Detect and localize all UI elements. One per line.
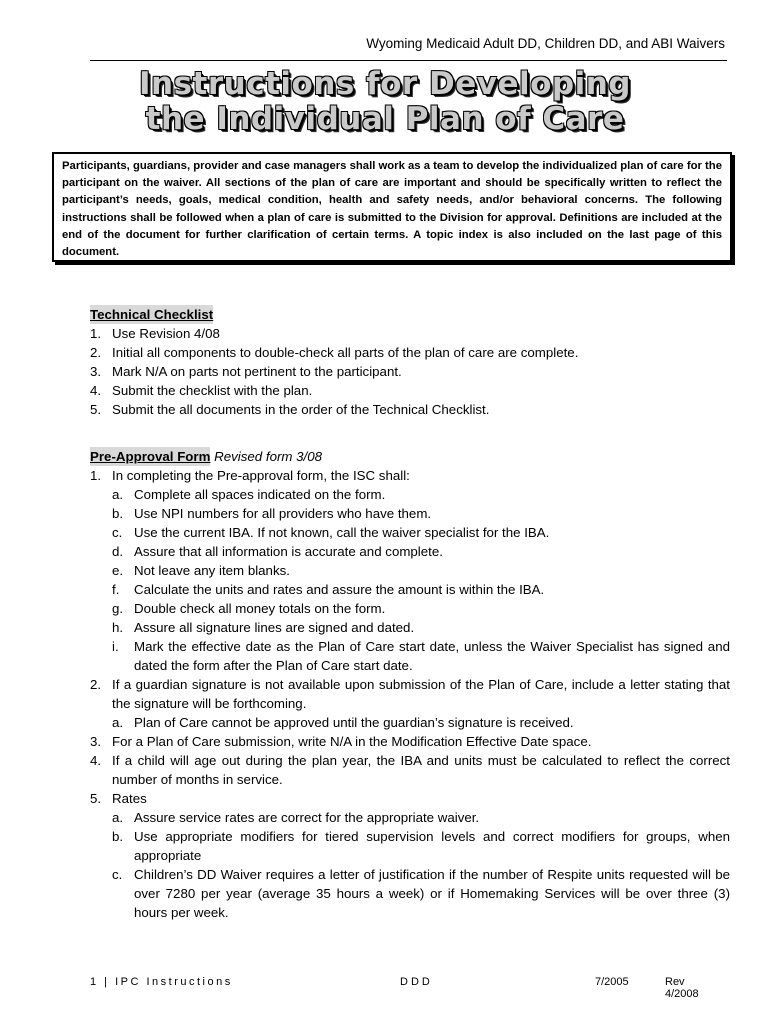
technical-checklist-section xyxy=(90,305,730,419)
item-number: 3. xyxy=(90,734,102,749)
sub-item xyxy=(112,580,730,599)
list-item xyxy=(90,466,730,675)
item-number: 4. xyxy=(90,753,102,768)
footer-page-label: 1 | IPC Instructions xyxy=(90,976,233,988)
sub-item xyxy=(112,542,730,561)
sub-item xyxy=(112,618,730,637)
item-number: 4. xyxy=(90,383,102,398)
list-item xyxy=(90,324,730,343)
list-item xyxy=(90,400,730,419)
sub-item-letter: a. xyxy=(112,715,124,730)
sub-item-letter: b. xyxy=(112,829,124,844)
item-text: Submit the all documents in the order of the Technical Checklist. xyxy=(112,402,490,417)
sub-item-letter: a. xyxy=(112,810,124,825)
sub-item xyxy=(112,865,730,922)
list-item xyxy=(90,732,730,751)
sub-item-text: Children’s DD Waiver requires a letter of justification if the number of Respite units requested will be over 7280 per year (average 35 hours a week) or if Homemaking Services will be over three (3) hours per week. xyxy=(134,867,730,920)
item-number: 5. xyxy=(90,402,102,417)
item-text: If a guardian signature is not available upon submission of the Plan of Care, include a letter stating that the signature will be forthcoming. xyxy=(112,677,730,711)
sub-item-letter: g. xyxy=(112,601,124,616)
footer-revision: Rev 4/2008 xyxy=(665,976,699,1000)
sub-item xyxy=(112,808,730,827)
footer-division: DDD xyxy=(400,976,433,988)
footer-date: 7/2005 xyxy=(595,976,629,988)
list-item xyxy=(90,789,730,922)
running-header: Wyoming Medicaid Adult DD, Children DD, and ABI Waivers xyxy=(366,36,725,51)
list-item xyxy=(90,751,730,789)
pre-approval-list xyxy=(90,466,730,922)
sub-item xyxy=(112,561,730,580)
sub-item-text: Double check all money totals on the form. xyxy=(134,601,386,616)
pre-approval-section xyxy=(90,447,730,922)
sub-item xyxy=(112,637,730,675)
revision-note: Revised form 3/08 xyxy=(214,449,323,464)
header-rule xyxy=(90,60,727,61)
sub-item-letter: c. xyxy=(112,525,123,540)
list-item xyxy=(90,362,730,381)
sub-item xyxy=(112,523,730,542)
list-item xyxy=(90,675,730,732)
sub-item xyxy=(112,713,730,732)
list-item xyxy=(90,343,730,362)
sub-item-text: Mark the effective date as the Plan of Care start date, unless the Waiver Specialist has signed and dated the form after the Plan of Care start date. xyxy=(134,639,730,673)
item-number: 1. xyxy=(90,326,102,341)
item-text: Submit the checklist with the plan. xyxy=(112,383,313,398)
title-line-2: the Individual Plan of Care xyxy=(145,101,625,137)
sub-item-letter: c. xyxy=(112,867,123,882)
sub-item xyxy=(112,827,730,865)
sub-item-text: Calculate the units and rates and assure the amount is within the IBA. xyxy=(134,582,545,597)
technical-checklist-list xyxy=(90,324,730,419)
sub-item-letter: f. xyxy=(112,582,120,597)
item-text: Initial all components to double-check all parts of the plan of care are complete. xyxy=(112,345,579,360)
item-text: Rates xyxy=(112,791,147,806)
technical-checklist-heading: Technical Checklist xyxy=(90,307,214,322)
sub-item xyxy=(112,485,730,504)
sub-item-text: Assure service rates are correct for the appropriate waiver. xyxy=(134,810,480,825)
sub-item-text: Not leave any item blanks. xyxy=(134,563,290,578)
item-text: In completing the Pre-approval form, the ISC shall: xyxy=(112,468,410,483)
title-line-1: Instructions for Developing xyxy=(138,66,632,102)
sub-item-letter: d. xyxy=(112,544,124,559)
item-text: For a Plan of Care submission, write N/A in the Modification Effective Date space. xyxy=(112,734,592,749)
document-title xyxy=(70,67,700,137)
pre-approval-heading: Pre-Approval Form xyxy=(90,449,211,464)
item-number: 2. xyxy=(90,677,102,692)
sub-item-letter: a. xyxy=(112,487,124,502)
sub-item-text: Use NPI numbers for all providers who have them. xyxy=(134,506,432,521)
intro-box: Participants, guardians, provider and case managers shall work as a team to develop the individualized plan of care for the participant on the waiver. All sections of the plan of care are important and should be specifically written to reflect the participant’s needs, goals, medical condition, health and safety needs, and/or behavioral concerns. The following instructions shall be followed when a plan of care is submitted to the Division for approval. Definitions are included at the end of the document for further clarification of certain terms. A topic index is also included on the last page of this document. xyxy=(52,152,732,262)
sub-item-letter: h. xyxy=(112,620,124,635)
item-text: Mark N/A on parts not pertinent to the participant. xyxy=(112,364,402,379)
sub-item-text: Use appropriate modifiers for tiered supervision levels and correct modifiers for groups, when appropriate xyxy=(134,829,730,863)
sub-item-text: Assure that all information is accurate and complete. xyxy=(134,544,443,559)
item-number: 3. xyxy=(90,364,102,379)
item-text: Use Revision 4/08 xyxy=(112,326,220,341)
sub-item-text: Complete all spaces indicated on the form. xyxy=(134,487,386,502)
sub-item-letter: i. xyxy=(112,639,119,654)
sub-item-text: Assure all signature lines are signed and dated. xyxy=(134,620,415,635)
sub-item xyxy=(112,599,730,618)
item-number: 1. xyxy=(90,468,102,483)
sub-item-letter: b. xyxy=(112,506,124,521)
sub-item-text: Plan of Care cannot be approved until the guardian’s signature is received. xyxy=(134,715,574,730)
item-number: 5. xyxy=(90,791,102,806)
item-number: 2. xyxy=(90,345,102,360)
sub-item-letter: e. xyxy=(112,563,124,578)
sub-item xyxy=(112,504,730,523)
sub-item-text: Use the current IBA. If not known, call the waiver specialist for the IBA. xyxy=(134,525,550,540)
item-text: If a child will age out during the plan year, the IBA and units must be calculated to reflect the correct number of months in service. xyxy=(112,753,730,787)
list-item xyxy=(90,381,730,400)
